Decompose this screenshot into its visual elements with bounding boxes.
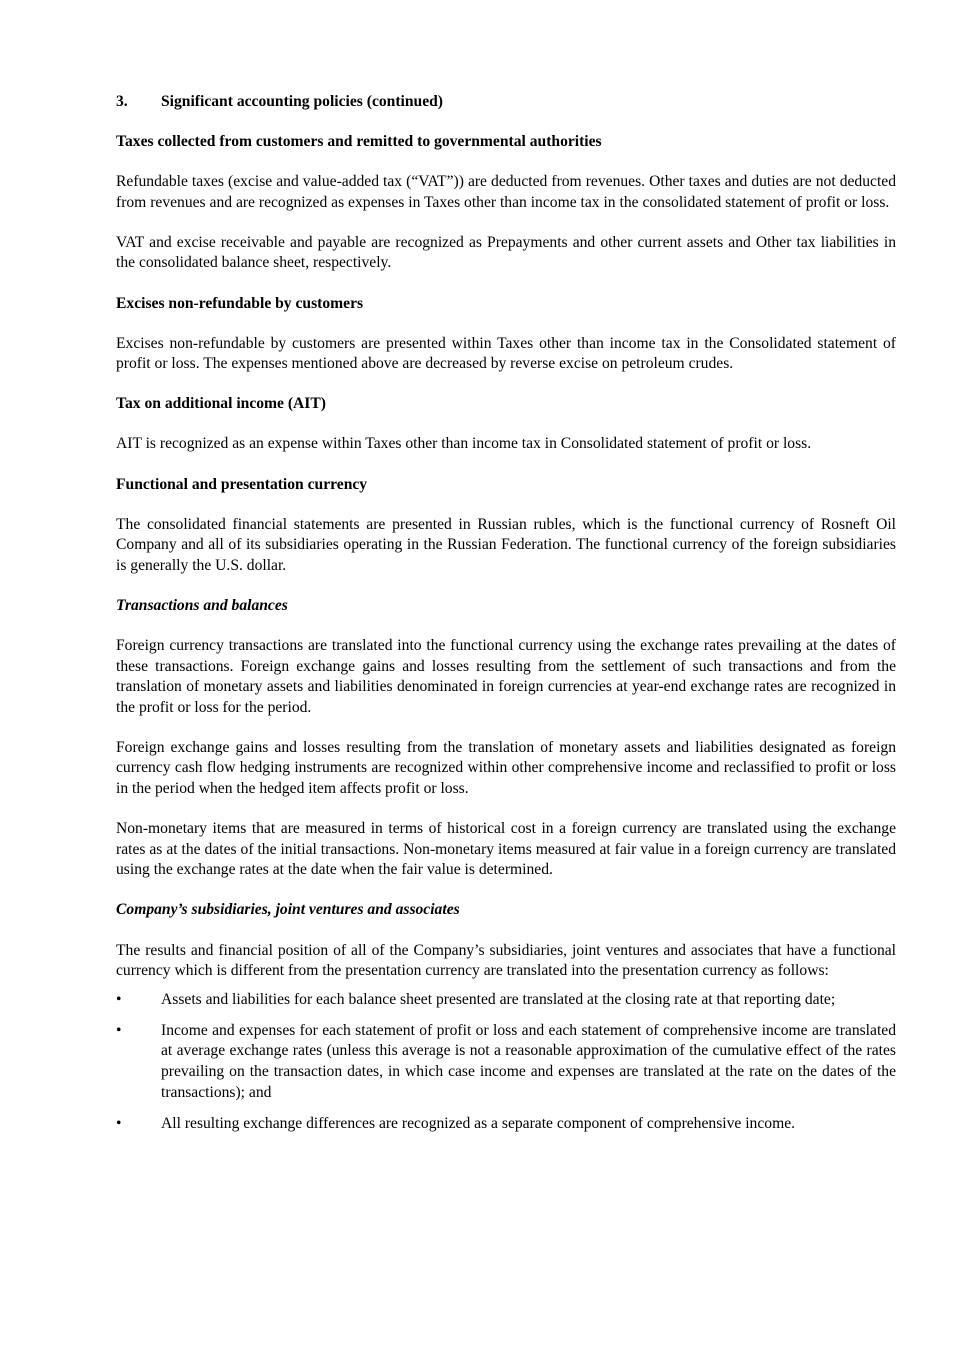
list-item (116, 1021, 896, 1103)
transactions-paragraph-3: Non-monetary items that are measured in terms of historical cost in a foreign currency are translated using the exchange rates as at the dates of the initial transactions. Non-monetary items measured at fair value in a foreign currency are translated using the exchange rates at the date when the fair value is determined. (116, 820, 896, 879)
excises-heading: Excises non-refundable by customers (116, 294, 364, 312)
excises-paragraph: Excises non-refundable by customers are presented within Taxes other than income tax in the Consolidated statement of profit or loss. The expenses mentioned above are decreased by reverse excise on petroleum crudes. (116, 334, 896, 373)
transactions-paragraph-1: Foreign currency transactions are translated into the functional currency using the exchange rates prevailing at the dates of these transactions. Foreign exchange gains and losses resulting from the settlement of such transactions and from the translation of monetary assets and liabilities denominated in foreign currencies at year-end exchange rates are recognized in the profit or loss for the period. (116, 637, 896, 716)
taxes-paragraph-1: Refundable taxes (excise and value-added tax (“VAT”)) are deducted from revenues. Other taxes and duties are not deducted from revenues and are recognized as expenses in Taxes other than income tax in the consolidated statement of profit or loss. (116, 173, 896, 211)
bullet-icon: • (116, 990, 122, 1008)
list-item-text: Income and expenses for each statement of profit or loss and each statement of comprehensive income are translated at average exchange rates (unless this average is not a reasonable approximation of the cumulative effect of the rates prevailing on the transaction dates, in which case income and expenses are translated at the rate on the dates of the transactions); and (161, 1021, 896, 1101)
translation-rules-list (116, 990, 896, 1135)
currency-paragraph: The consolidated financial statements are presented in Russian rubles, which is the functional currency of Rosneft Oil Company and all of its subsidiaries operating in the Russian Federation. The functional currency of the foreign subsidiaries is generally the U.S. dollar. (116, 515, 896, 574)
list-item-text: Assets and liabilities for each balance sheet presented are translated at the closing rate at that reporting date; (161, 990, 836, 1008)
ait-heading: Tax on additional income (AIT) (116, 395, 326, 413)
ait-paragraph: AIT is recognized as an expense within Taxes other than income tax in Consolidated statement of profit or loss. (116, 435, 812, 453)
subsidiaries-paragraph: The results and financial position of all of the Company’s subsidiaries, joint ventures and associates that have a functional currency which is different from the presentation currency are translated into the presentation currency as follows: (116, 941, 896, 980)
list-item (116, 990, 896, 1011)
bullet-icon: • (116, 1021, 122, 1039)
transactions-heading: Transactions and balances (116, 596, 288, 614)
subsidiaries-heading: Company’s subsidiaries, joint ventures and associates (116, 901, 460, 919)
taxes-paragraph-2: VAT and excise receivable and payable are recognized as Prepayments and other current assets and Other tax liabilities in the consolidated balance sheet, respectively. (116, 233, 896, 272)
section-heading (116, 92, 896, 113)
bullet-icon: • (116, 1114, 122, 1132)
currency-heading: Functional and presentation currency (116, 475, 368, 493)
list-item-text: All resulting exchange differences are recognized as a separate component of comprehensive income. (161, 1114, 796, 1132)
list-item (116, 1114, 896, 1135)
section-title: Significant accounting policies (continued) (161, 93, 444, 110)
taxes-heading: Taxes collected from customers and remitted to governmental authorities (116, 133, 602, 151)
transactions-paragraph-2: Foreign exchange gains and losses resulting from the translation of monetary assets and liabilities designated as foreign currency cash flow hedging instruments are recognized within other comprehensive income and reclassified to profit or loss in the period when the hedged item affects profit or loss. (116, 738, 896, 798)
section-number: 3. (116, 93, 128, 110)
